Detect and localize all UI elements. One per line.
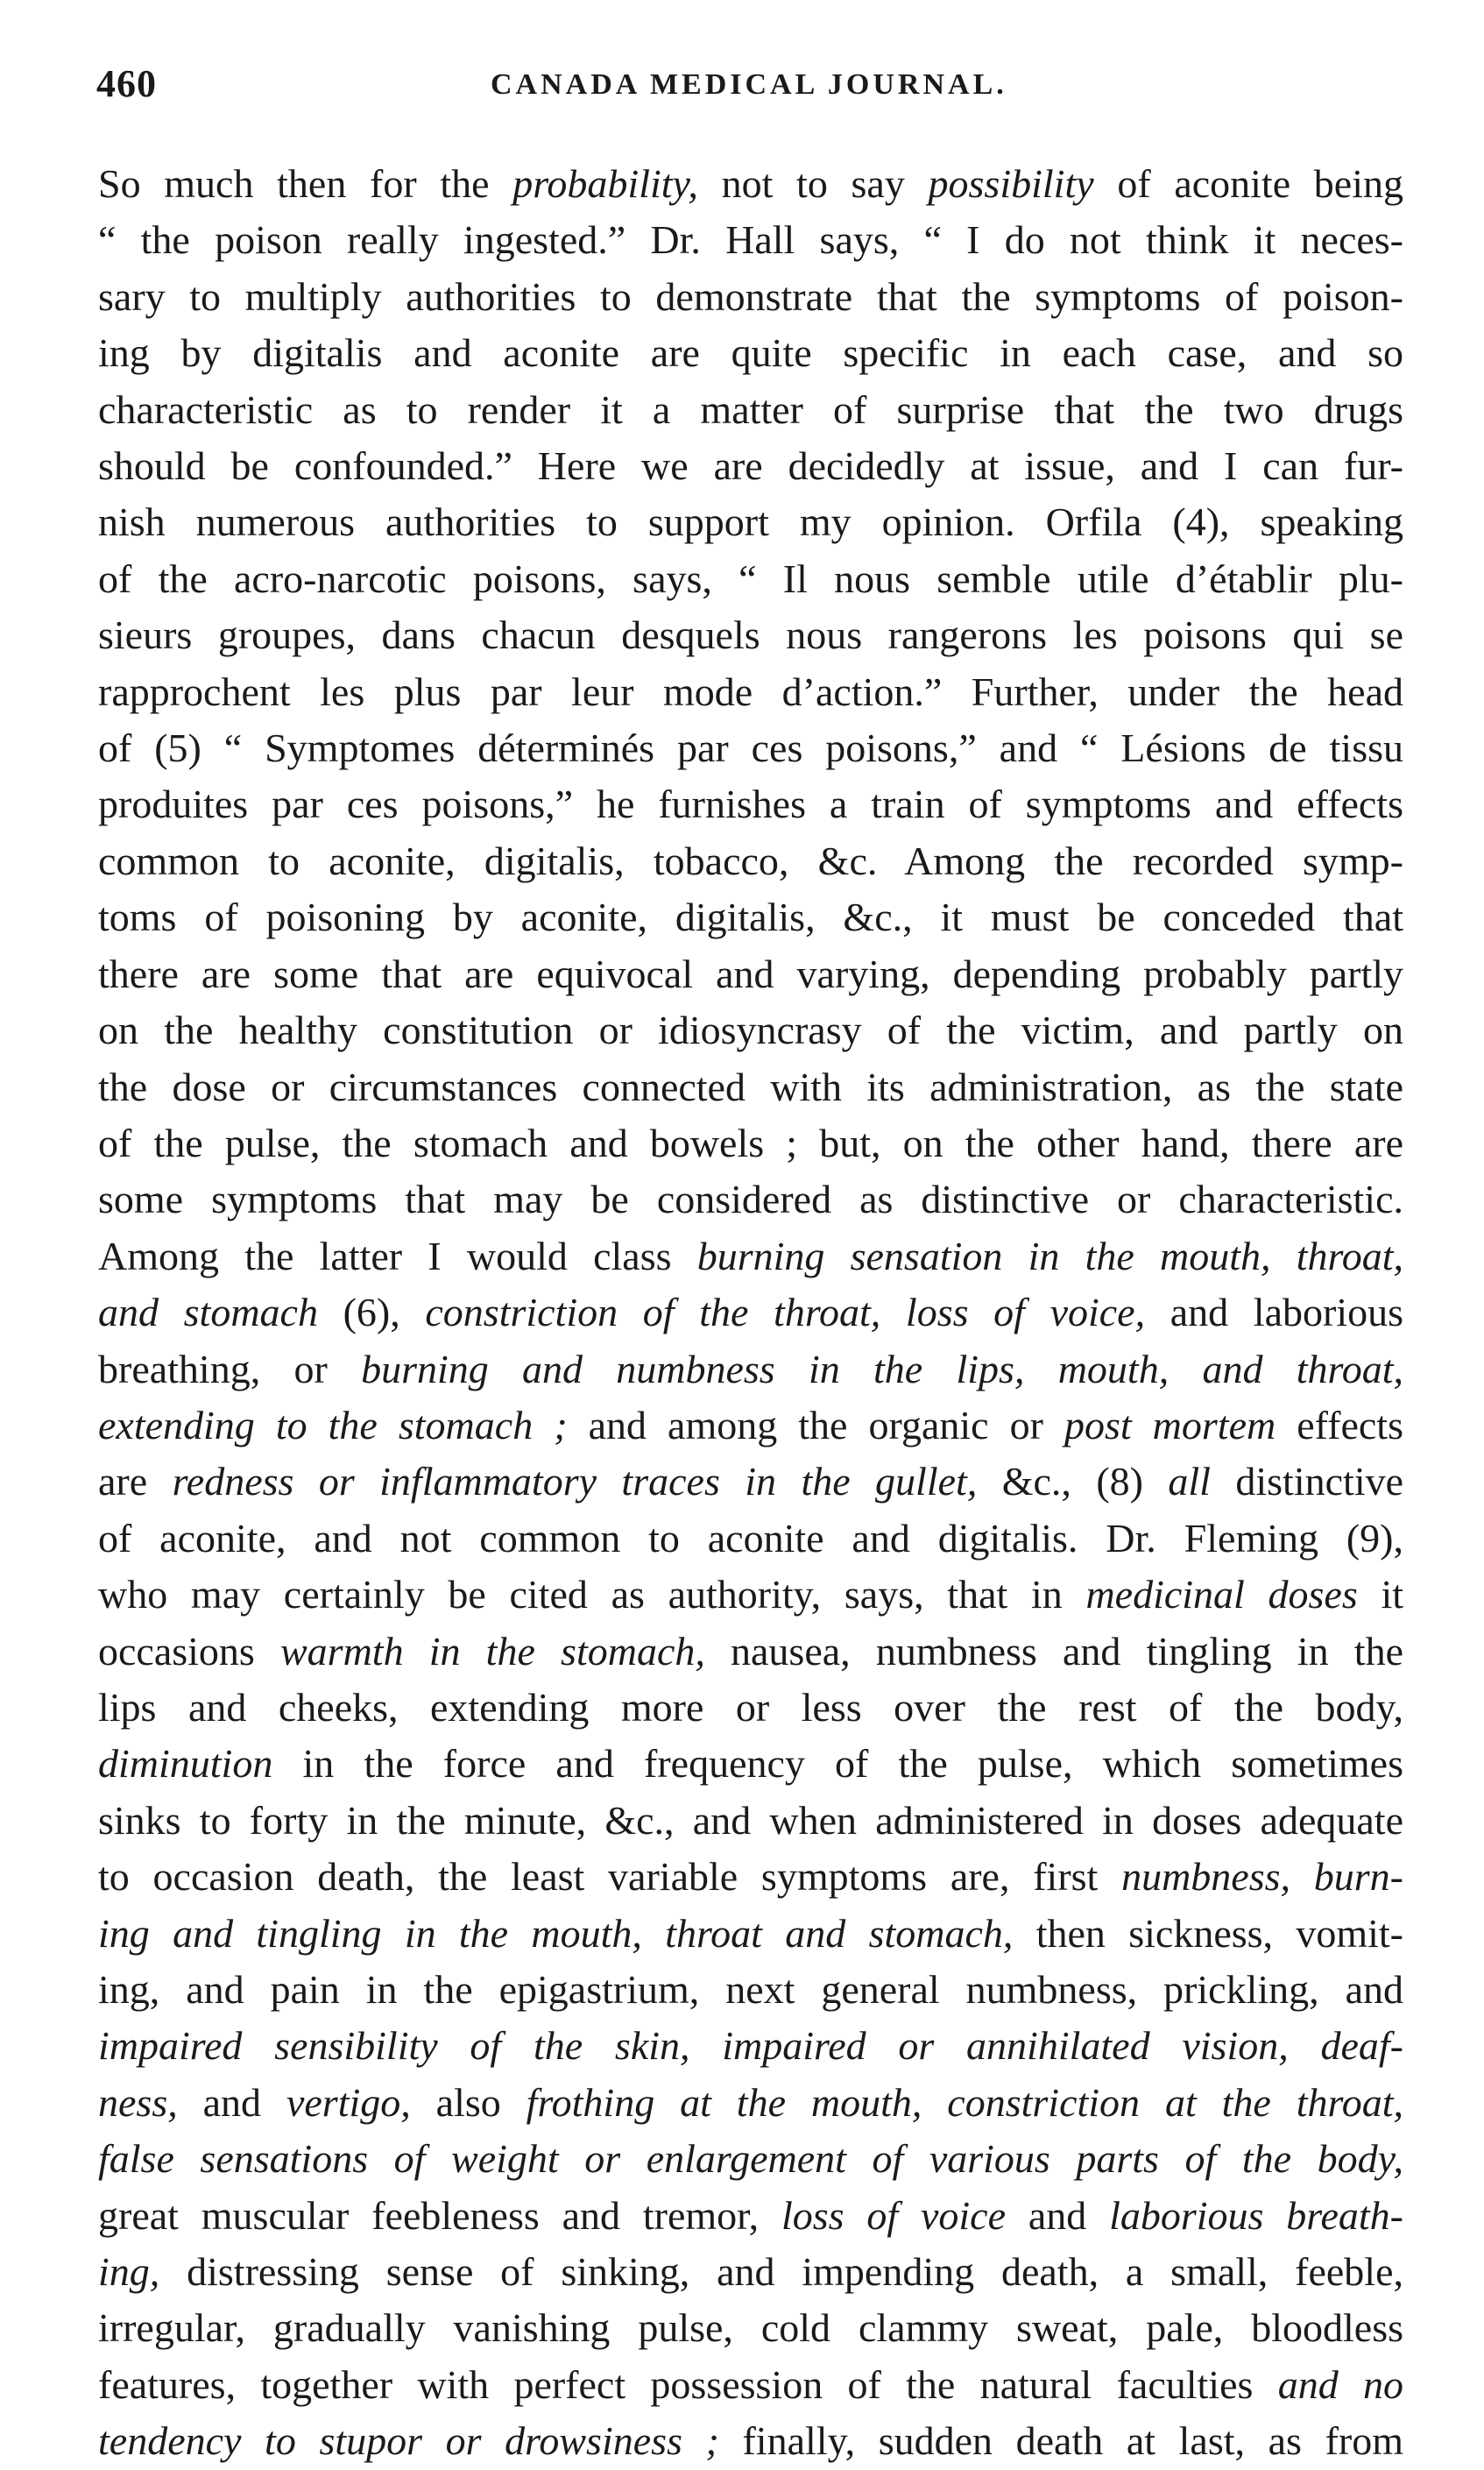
text-run: and laborious: [1145, 1290, 1403, 1335]
text-run: irregular, gradually vanishing pulse, cold clammy sweat, pale, bloodless: [98, 2305, 1403, 2351]
text-line: [98, 269, 1403, 325]
text-line: [98, 1511, 1403, 1567]
italic-text-run: burning and numbness in the lips, mouth, and throat,: [361, 1346, 1403, 1391]
text-run: effects: [1276, 1402, 1403, 1447]
text-run: ing, and pain in the epigastrium, next general numbness, prickling, and: [98, 1967, 1403, 2012]
text-line: [98, 889, 1403, 945]
text-run: of the pulse, the stomach and bowels ; but, on the other hand, there are: [98, 1120, 1403, 1165]
text-run: the dose or circumstances connected with its administration, as the state: [98, 1064, 1403, 1109]
text-run: of the acro-narcotic poisons, says, “ Il nous semble utile d’établir plu-: [98, 556, 1403, 601]
italic-text-run: false sensations of weight or enlargement of various parts of the body,: [98, 2136, 1403, 2182]
text-run: characteristic as to render it a matter of surprise that the two drugs: [98, 386, 1403, 432]
italic-text-run: constriction of the throat, loss of voice,: [425, 1290, 1146, 1335]
italic-text-run: and no: [1277, 2361, 1403, 2407]
text-run: and: [1006, 2192, 1110, 2238]
text-line: [98, 1398, 1403, 1454]
text-run: sinks to forty in the minute, &c., and when administered in doses adequate: [98, 1797, 1403, 1843]
text-run: not to say: [697, 161, 929, 206]
text-run: sary to multiply authorities to demonstrate that the symptoms of poison-: [98, 273, 1403, 319]
text-run: great muscular feebleness and tremor,: [98, 2192, 781, 2238]
italic-text-run: possibility: [928, 161, 1094, 206]
italic-text-run: post mortem: [1064, 1402, 1276, 1447]
text-run: and: [177, 2079, 286, 2125]
italic-text-run: redness or inflammatory traces in the gullet,: [172, 1459, 978, 1504]
text-line: [98, 1002, 1403, 1058]
italic-text-run: ness,: [98, 2079, 178, 2125]
text-run: sieurs groupes, dans chacun desquels nous rangerons les poisons qui se: [98, 612, 1403, 658]
text-run: some symptoms that may be considered as distinctive or characteristic.: [98, 1177, 1403, 1222]
text-line: [98, 946, 1403, 1002]
text-run: So much then for the: [98, 161, 513, 206]
italic-text-run: ing and tingling in the mouth, throat and stomach,: [98, 1910, 1014, 1956]
text-line: [98, 438, 1403, 494]
text-line: [98, 2075, 1403, 2131]
page-header: [96, 61, 1410, 123]
text-line: [98, 2244, 1403, 2300]
article-body: [98, 156, 1403, 2470]
italic-text-run: frothing at the mouth, constriction at the throat,: [526, 2079, 1403, 2125]
text-line: [98, 720, 1403, 776]
text-run: of aconite being: [1093, 161, 1404, 206]
text-run: distinctive: [1210, 1459, 1404, 1504]
text-run: &c., (8): [977, 1459, 1169, 1504]
text-run: lips and cheeks, extending more or less over the rest of the body,: [98, 1684, 1403, 1730]
text-line: [98, 1285, 1403, 1341]
running-head: CANADA MEDICAL JOURNAL.: [491, 68, 1007, 101]
text-run: should be confounded.” Here we are decidedly at issue, and I can fur-: [98, 443, 1403, 489]
text-run: “ the poison really ingested.” Dr. Hall says, “ I do not think it neces-: [98, 217, 1403, 263]
text-run: and among the organic or: [567, 1402, 1064, 1447]
italic-text-run: burning sensation in the mouth, throat,: [696, 1233, 1403, 1278]
text-line: [98, 1454, 1403, 1510]
text-line: [98, 1849, 1403, 1905]
text-line: [98, 1115, 1403, 1171]
text-line: [98, 1736, 1403, 1792]
text-run: breathing, or: [98, 1346, 362, 1391]
text-line: [98, 2131, 1403, 2187]
italic-text-run: extending to the stomach ;: [98, 1402, 568, 1447]
text-run: nish numerous authorities to support my opinion. Orfila (4), speaking: [98, 499, 1403, 545]
text-line: [98, 1171, 1403, 1228]
text-line: [98, 1567, 1403, 1623]
text-line: [98, 156, 1403, 212]
text-run: finally, sudden death at last, as from: [718, 2418, 1403, 2464]
text-line: [98, 212, 1403, 268]
text-line: [98, 2188, 1403, 2244]
italic-text-run: impaired sensibility of the skin, impaired or annihilated vision, deaf-: [98, 2023, 1403, 2069]
italic-text-run: numbness, burn-: [1121, 1854, 1403, 1900]
text-line: [98, 551, 1403, 607]
text-line: [98, 2413, 1403, 2469]
text-run: are: [98, 1459, 173, 1504]
text-line: [98, 1059, 1403, 1115]
text-run: Among the latter I would class: [98, 1233, 697, 1278]
text-run: features, together with perfect possession of the natural faculties: [98, 2361, 1278, 2407]
text-line: [98, 1962, 1403, 2018]
text-run: of aconite, and not common to aconite and digitalis. Dr. Fleming (9),: [98, 1515, 1403, 1561]
text-line: [98, 1793, 1403, 1849]
italic-text-run: and stomach: [98, 1290, 318, 1335]
italic-text-run: warmth in the stomach,: [280, 1628, 705, 1674]
text-run: toms of poisoning by aconite, digitalis, &c., it must be conceded that: [98, 895, 1403, 940]
text-run: common to aconite, digitalis, tobacco, &c. Among the recorded symp-: [98, 838, 1403, 883]
text-run: nausea, numbness and tingling in the: [704, 1628, 1403, 1674]
text-line: [98, 1228, 1403, 1285]
italic-text-run: laborious breath-: [1109, 2192, 1403, 2238]
text-run: on the healthy constitution or idiosyncrasy of the victim, and partly on: [98, 1008, 1403, 1053]
text-line: [98, 1624, 1403, 1680]
text-line: [98, 664, 1403, 720]
italic-text-run: probability,: [512, 161, 698, 206]
text-run: in the force and frequency of the pulse, which sometimes: [272, 1741, 1403, 1787]
italic-text-run: tendency to stupor or drowsiness ;: [98, 2418, 719, 2464]
text-line: [98, 1680, 1403, 1736]
text-line: [98, 2300, 1403, 2356]
text-line: [98, 382, 1403, 438]
italic-text-run: vertigo,: [286, 2079, 411, 2125]
text-line: [98, 776, 1403, 832]
italic-text-run: all: [1168, 1459, 1211, 1504]
text-run: rapprochent les plus par leur mode d’action.” Further, under the head: [98, 669, 1403, 714]
text-run: produites par ces poisons,” he furnishes a train of symptoms and effects: [98, 782, 1403, 827]
text-line: [98, 2018, 1403, 2074]
page-number: 460: [96, 62, 157, 105]
italic-text-run: loss of voice: [781, 2192, 1007, 2238]
text-run: ing by digitalis and aconite are quite specific in each case, and so: [98, 330, 1403, 376]
text-line: [98, 2357, 1403, 2413]
text-run: of (5) “ Symptomes déterminés par ces poisons,” and “ Lésions de tissu: [98, 725, 1403, 771]
text-run: it: [1357, 1572, 1404, 1617]
text-line: [98, 1341, 1403, 1398]
text-line: [98, 607, 1403, 663]
text-run: there are some that are equivocal and varying, depending probably partly: [98, 951, 1403, 996]
text-run: to occasion death, the least variable symptoms are, first: [98, 1854, 1122, 1900]
text-run: (6),: [317, 1290, 426, 1335]
text-line: [98, 833, 1403, 889]
text-line: [98, 1906, 1403, 1962]
text-run: who may certainly be cited as authority, says, that in: [98, 1572, 1086, 1617]
text-run: occasions: [98, 1628, 280, 1674]
italic-text-run: ing,: [98, 2249, 160, 2295]
text-run: then sickness, vomit-: [1013, 1910, 1403, 1956]
text-run: distressing sense of sinking, and impending death, a small, feeble,: [159, 2249, 1403, 2295]
text-run: also: [410, 2079, 526, 2125]
italic-text-run: diminution: [98, 1741, 273, 1787]
text-line: [98, 325, 1403, 381]
text-line: [98, 494, 1403, 550]
italic-text-run: medicinal doses: [1085, 1572, 1358, 1617]
